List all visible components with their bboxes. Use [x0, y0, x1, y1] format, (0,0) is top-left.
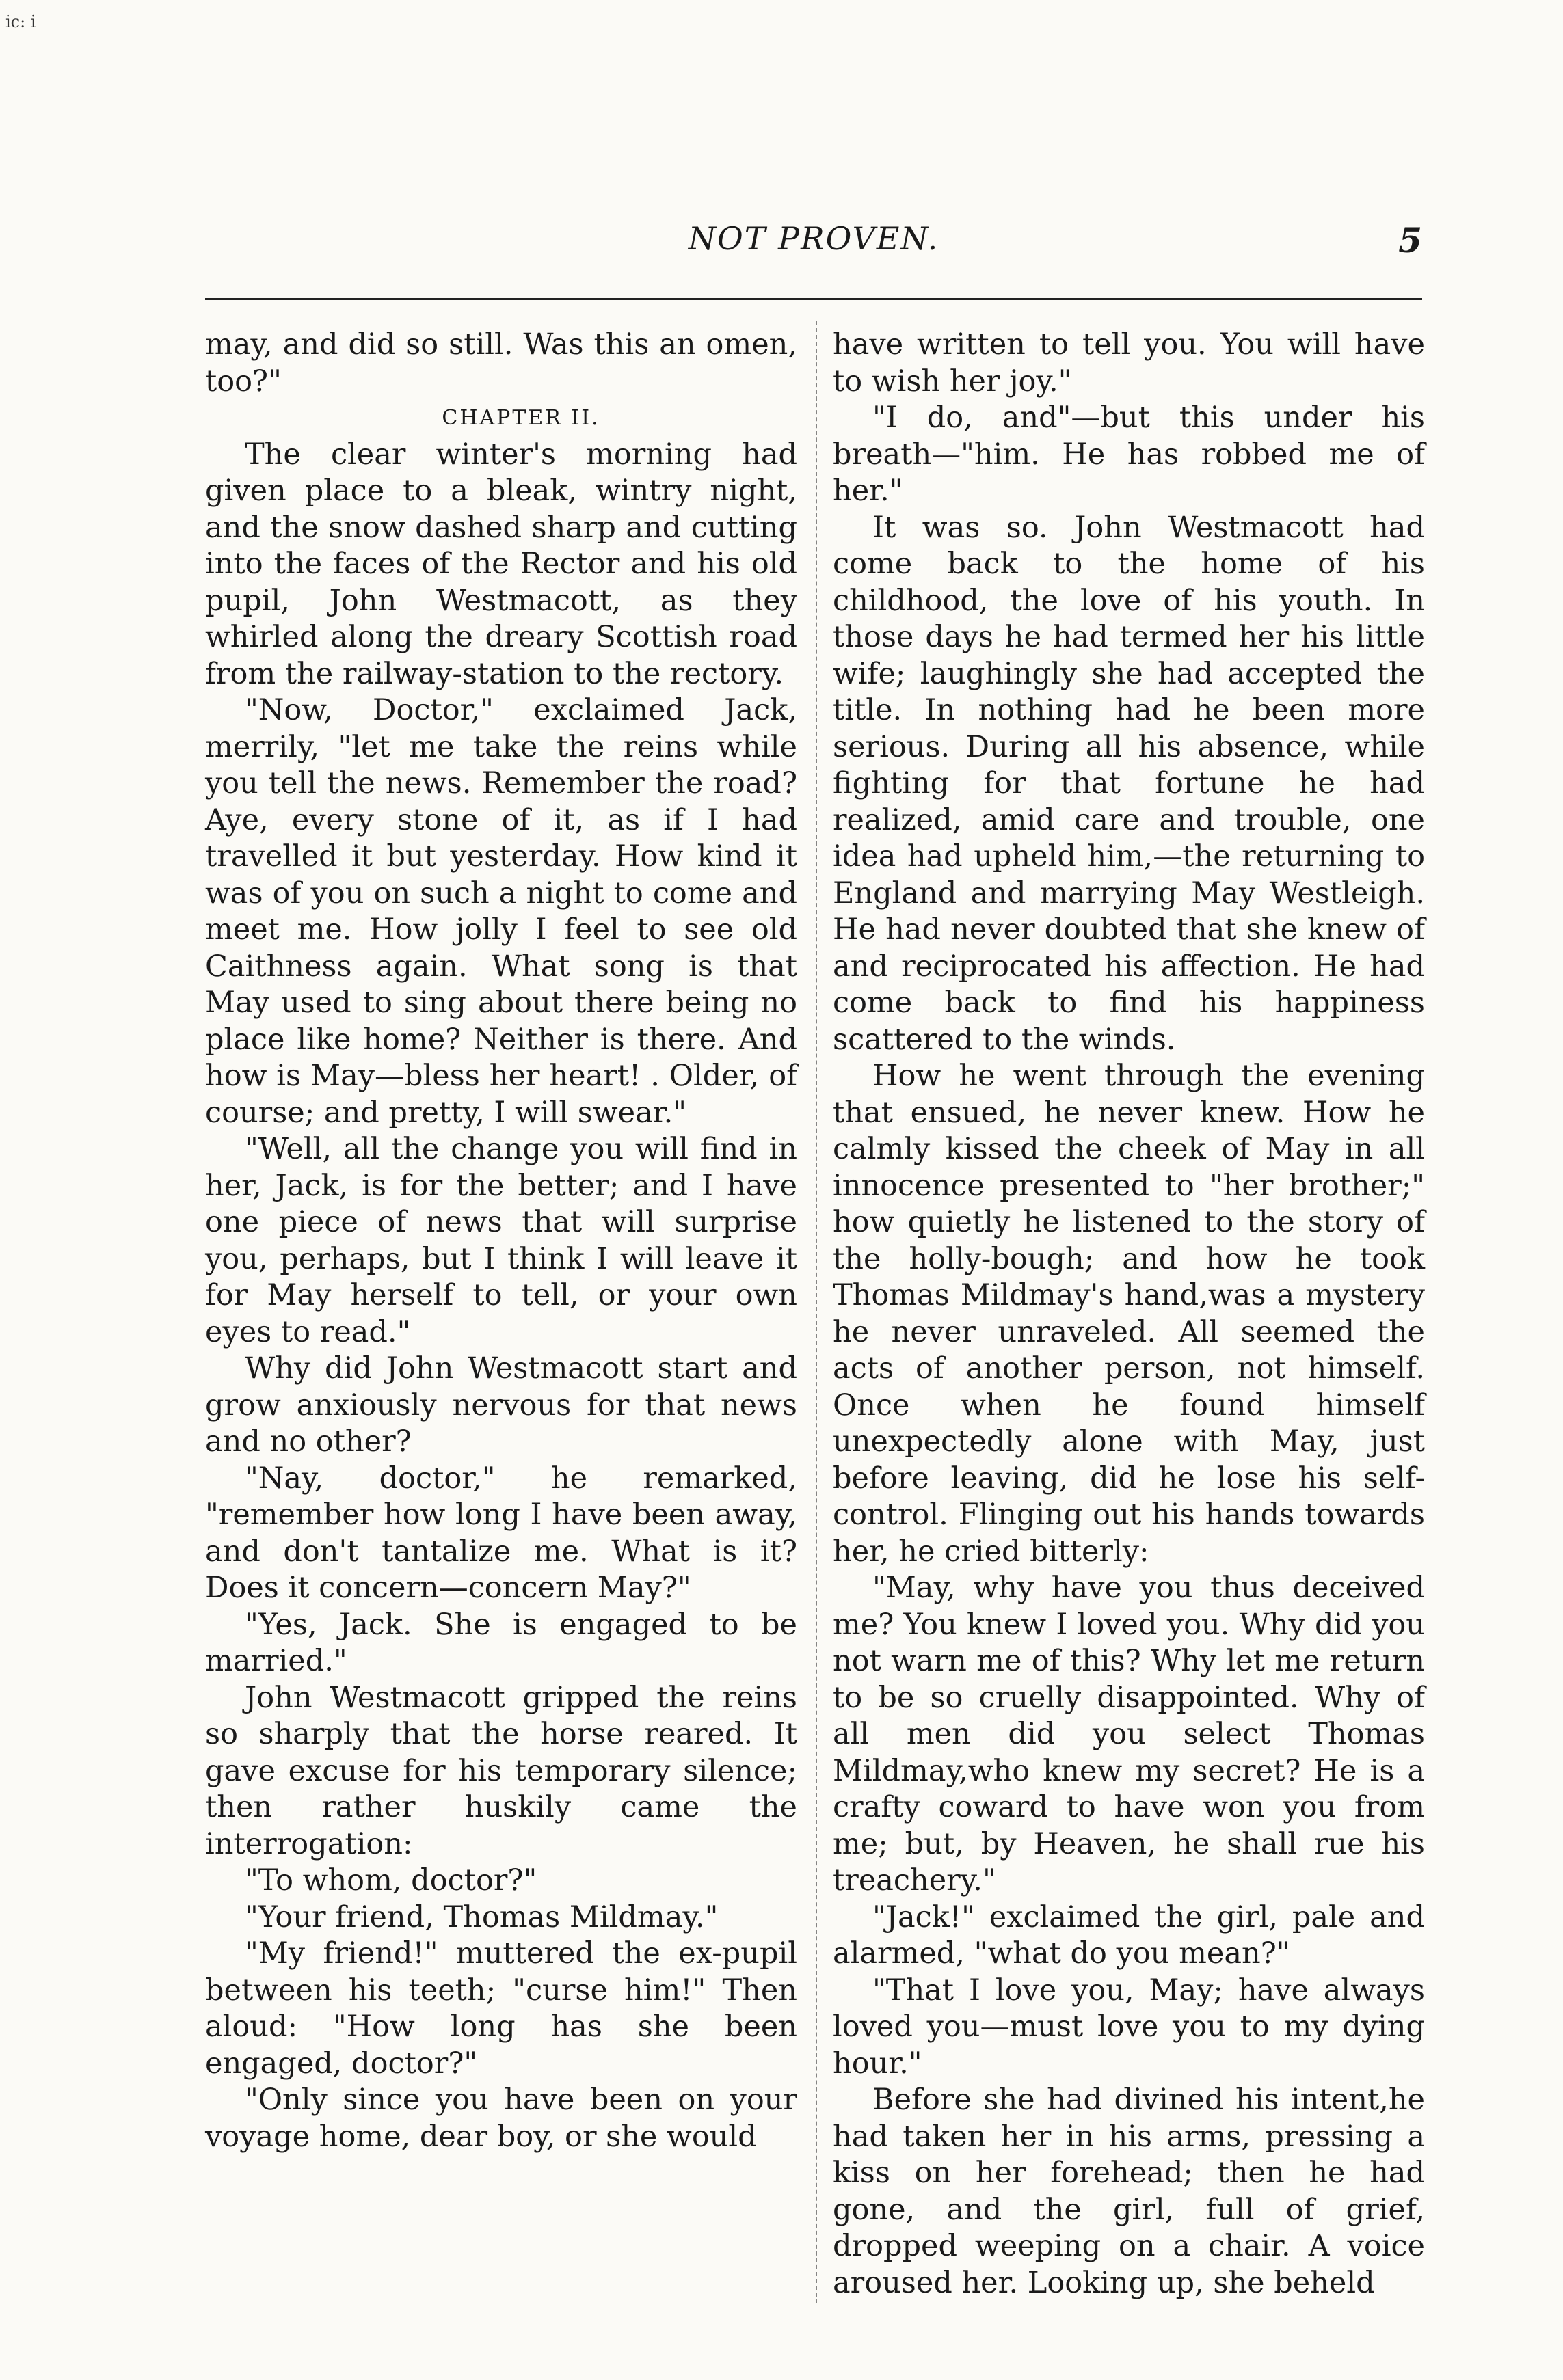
paragraph: "That I love you, May; have always loved you—must love you to my dying hour."	[833, 1973, 1425, 2081]
paragraph: may, and did so still. Was this an omen, too?"	[205, 327, 797, 398]
paragraph: "To whom, doctor?"	[245, 1863, 537, 1897]
paragraph: "May, why have you thus deceived me? You knew I loved you. Why did you not warn me of this? Why let me return to be so cruelly disappointed. Why of all men did you select Thomas Mildmay,who knew my secret? He is a crafty coward to have won you from me; but, by Heaven, he shall rue his treachery."	[833, 1571, 1425, 1897]
paragraph: The clear winter's morning had given place to a bleak, wintry night, and the snow dashed sharp and cutting into the faces of the Rector and his old pupil, John Westmacott, as they whirled along the dreary Scottish road from the railway-station to the rectory.	[205, 437, 797, 691]
paragraph: John Westmacott gripped the reins so sharply that the horse reared. It gave excuse for his temporary silence; then rather huskily came the interrogation:	[205, 1680, 797, 1861]
chapter-heading: CHAPTER II.	[442, 406, 600, 430]
paragraph: It was so. John Westmacott had come back to the home of his childhood, the love of his youth. In those days he had termed her his little wife; laughingly she had accepted the title. In nothing had he been more serious. During all his absence, while fighting for that fortune he had realized, amid care and trouble, one idea had upheld him,—the returning to England and marrying May Westleigh. He had never doubted that she knew of and reciprocated his affection. He had come back to find his happiness scattered to the winds.	[833, 510, 1425, 1057]
paragraph: "I do, and"—but this under his breath—"him. He has robbed me of her."	[833, 401, 1425, 508]
paragraph: "Only since you have been on your voyage home, dear boy, or she would	[205, 2083, 797, 2154]
paragraph: "Well, all the change you will find in her, Jack, is for the better; and I have one piece of news that will surprise you, perhaps, but I think I will leave it for May herself to tell, or your own eyes to read."	[205, 1132, 797, 1349]
running-head	[205, 220, 1422, 272]
corner-mark: ic: i	[5, 12, 36, 31]
running-title: NOT PROVEN.	[688, 220, 939, 257]
paragraph: "My friend!" muttered the ex-pupil between his teeth; "curse him!" Then aloud: "How long has she been engaged, doctor?"	[205, 1936, 797, 2081]
left-column	[205, 327, 797, 2155]
paragraph: have written to tell you. You will have to wish her joy."	[833, 327, 1425, 398]
paragraph: "Now, Doctor," exclaimed Jack, merrily, "let me take the reins while you tell the news. Remember the road? Aye, every stone of it, as if I had travelled it but yesterday. How kind it was of you on such a night to come and meet me. How jolly I feel to see old Caithness again. What song is that May used to sing about there being no place like home? Neither is there. And how is May—bless her heart! . Older, of course; and pretty, I will swear."	[205, 693, 797, 1130]
paragraph: Why did John Westmacott start and grow anxiously nervous for that news and no other?	[205, 1351, 797, 1459]
paragraph: "Jack!" exclaimed the girl, pale and alarmed, "what do you mean?"	[833, 1899, 1425, 1971]
paragraph: "Yes, Jack. She is engaged to be married."	[205, 1607, 797, 1678]
column-divider	[816, 321, 818, 2303]
paragraph: Before she had divined his intent,he had taken her in his arms, pressing a kiss on her forehead; then he had gone, and the girl, full of grief, dropped weeping on a chair. A voice aroused her. Looking up, she beheld	[833, 2083, 1425, 2300]
paragraph: How he went through the evening that ensued, he never knew. How he calmly kissed the cheek of May in all innocence presented to "her brother;" how quietly he listened to the story of the holly-bough; and how he took Thomas Mildmay's hand,was a mystery he never unraveled. All seemed the acts of another person, not himself. Once when he found himself unexpectedly alone with May, just before leaving, did he lose his self-control. Flinging out his hands towards her, he cried bitterly:	[833, 1059, 1425, 1569]
header-rule	[205, 298, 1422, 300]
paragraph: "Your friend, Thomas Mildmay."	[245, 1899, 719, 1934]
right-column	[833, 327, 1425, 2301]
paragraph: "Nay, doctor," he remarked, "remember how long I have been away, and don't tantalize me. What is it? Does it concern—concern May?"	[205, 1461, 797, 1605]
page-number: 5	[1398, 220, 1422, 260]
